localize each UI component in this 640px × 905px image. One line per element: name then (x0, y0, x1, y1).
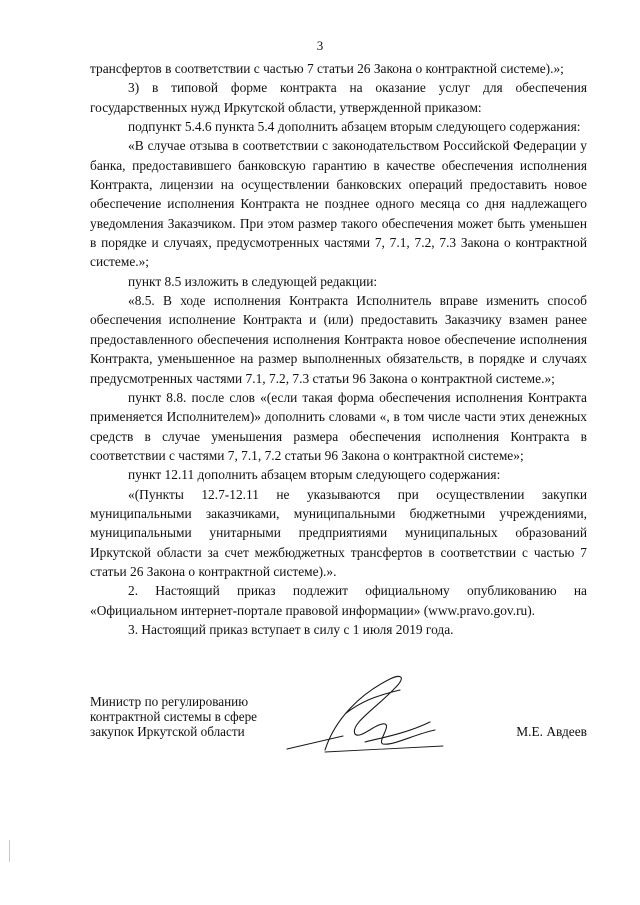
body-paragraph: «В случае отзыва в соответствии с законодательством Российской Федерации у банка, предоставившего банковскую гарантию в качестве обеспечения исполнения Контракта, лицензии на осуществлении банковских операций предоставить новое обеспечение исполнения Контракта не позднее одного месяца со дня надлежащего уведомления Заказчиком. При этом размер такого обеспечения может быть уменьшен в порядке и случаях, предусмотренных частями 7, 7.1, 7.2, 7.3 Закона о контрактной системе.»; (90, 138, 587, 270)
body-paragraph: 3. Настоящий приказ вступает в силу с 1 июля 2019 года. (128, 621, 454, 637)
body-paragraph: пункт 12.11 дополнить абзацем вторым следующего содержания: (128, 467, 501, 483)
signature-block (90, 692, 587, 762)
body-paragraph: «(Пункты 12.7-12.11 не указываются при осуществлении закупки муниципальными заказчиками, муниципальными бюджетными учреждениями, муниципальными унитарными предприятиями муниципальных образований Иркутской области за счет межбюджетных трансфертов в соответствии с частью 7 статьи 26 Закона о контрактной системе).». (90, 486, 587, 579)
scan-margin-mark (9, 840, 10, 862)
body-paragraph: «8.5. В ходе исполнения Контракта Исполнитель вправе изменить способ обеспечения исполнение Контракта и (или) предоставить Заказчику взамен ранее предоставленного обеспечения исполнения Контракта новое обеспечение исполнения Контракта, уменьшенное на размер выполненных обязательств, в порядке и случаях предусмотренных частями 7.1, 7.2, 7.3 статьи 96 Закона о контрактной системе.»; (90, 293, 587, 386)
signatory-title (90, 694, 257, 739)
signatory-title-line: Министр по регулированию (90, 694, 249, 709)
signatory-title-line: закупок Иркутской области (90, 724, 245, 739)
body-paragraph: подпункт 5.4.6 пункта 5.4 дополнить абзацем вторым следующего содержания: (128, 119, 581, 135)
body-paragraph: 3) в типовой форме контракта на оказание услуг для обеспечения государственных нужд Иркутской области, утвержденной приказом: (90, 80, 587, 115)
body-paragraph: трансфертов в соответствии с частью 7 статьи 26 Закона о контрактной системе).»; (90, 61, 564, 76)
body-paragraph: 2. Настоящий приказ подлежит официальному опубликованию на «Официальном интернет-портале правовой информации» (www.pravo.gov.ru). (90, 583, 587, 618)
handwritten-signature (265, 664, 465, 764)
document-body (90, 59, 587, 639)
signatory-name: М.Е. Авдеев (516, 724, 587, 739)
page-number: 3 (316, 38, 324, 53)
body-paragraph: пункт 8.5 изложить в следующей редакции: (128, 273, 378, 289)
body-paragraph: пункт 8.8. после слов «(если такая форма обеспечения исполнения Контракта применяется Исполнителем)» дополнить словами «, в том числе части этих денежных средств в случае уменьшения размера обеспечения исполнения Контракта в соответствии с частями 7, 7.1, 7.2 статьи 96 Закона о контрактной системе»; (90, 389, 587, 463)
signatory-title-line: контрактной системы в сфере (90, 709, 258, 724)
